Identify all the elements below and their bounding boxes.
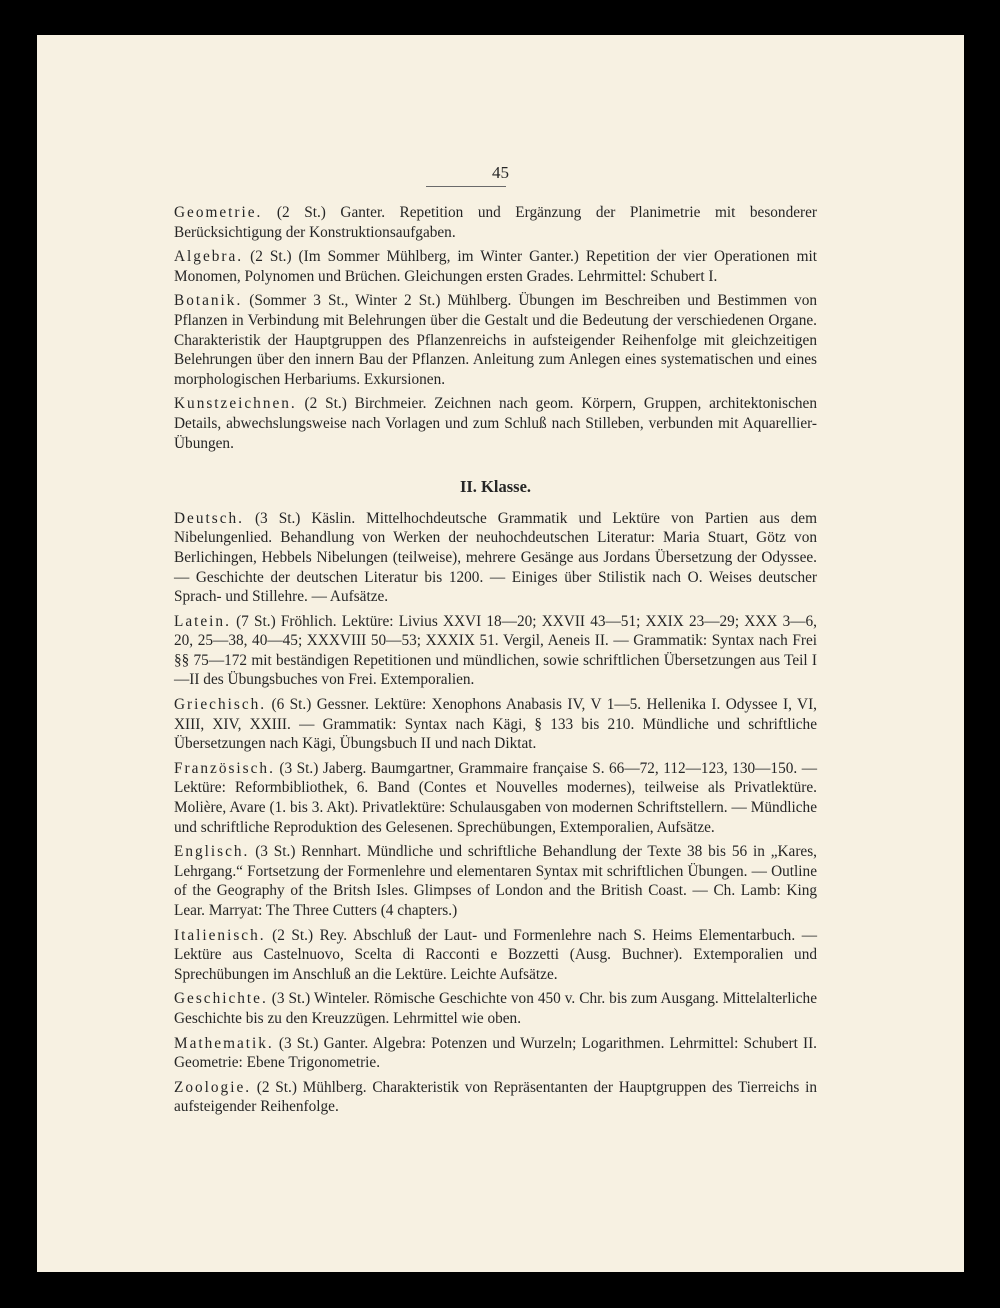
subject-name: Geometrie. [174, 204, 263, 221]
page-number: 45 [492, 163, 509, 182]
page-body [174, 203, 817, 1122]
subject-description: (3 St.) Rennhart. Mündliche und schriftliche Behandlung der Texte 38 bis 56 in „Kares, Lehrgang.“ Fortsetzung der Formenlehre und elementaren Syntax mit schriftlichen Übungen. — Outline of the Geography of the Britsh Isles. Glimpses of London and the British Coast. — Ch. Lamb: King Lear. Marryat: The Three Cutters (4 chapters.) [174, 843, 817, 919]
subject-name: Botanik. [174, 292, 243, 310]
subject-paragraph [174, 394, 817, 453]
subject-name: Algebra. [174, 248, 244, 266]
document-page [37, 35, 964, 1272]
subject-name: Mathematik. [174, 1034, 274, 1052]
section-heading: II. Klasse. [459, 477, 532, 497]
subject-description: (2 St.) Birchmeier. Zeichnen nach geom. Körpern, Gruppen, architektonischen Details, abwechslungsweise nach Vorlagen und zum Schluß nach Stilleben, verbunden mit Aquarellier-Übungen. [174, 395, 817, 452]
subject-name: Kunstzeichnen. [174, 395, 297, 413]
subject-description: (3 St.) Jaberg. Baumgartner, Grammaire française S. 66—72, 112—123, 130—150. — Lektüre: Reformbibliothek, 6. Band (Contes et Nouvelles modernes), teilweise als Privatlektüre. Molière, Avare (1. bis 3. Akt). Privatlektüre: Schulausgaben von modernen Schriftstellern. — Mündliche und schriftliche Reproduktion des Gelesenen. Sprechübungen, Extemporalien, Aufsätze. [174, 759, 817, 836]
subject-description: (7 St.) Fröhlich. Lektüre: Livius XXVI 18—20; XXVII 43—51; XXIX 23—29; XXX 3—6, 20, 25—38, 40—45; XXXVIII 50—53; XXXIX 51. Vergil, Aeneis II. — Grammatik: Syntax nach Frei §§ 75—172 mit beständigen Repetitionen und mündlichen, sowie schriftlichen Übersetzungen aus Teil I—II des Übungsbuches von Frei. Extemporalien. [174, 612, 817, 689]
subject-paragraph [174, 759, 817, 837]
subject-description: (2 St.) Mühlberg. Charakteristik von Repräsentanten der Hauptgruppen des Tierreichs in aufsteigender Reihenfolge. [174, 1078, 817, 1116]
subject-name: Geschichte. [174, 990, 268, 1008]
subject-description: (2 St.) Rey. Abschluß der Laut- und Formenlehre nach S. Heims Elementarbuch. — Lektüre aus Castelnuovo, Scelta di Racconti e Bozzetti (Ausg. Buchner). Extemporalien und Sprechübungen im Anschluß an die Lektüre. Leichte Aufsätze. [174, 926, 817, 983]
subject-paragraph [174, 612, 817, 690]
subject-name: Italienisch. [174, 926, 266, 944]
subject-description: (3 St.) Käslin. Mittelhochdeutsche Grammatik und Lektüre von Partien aus dem Nibelungenlied. Behandlung von Werken der neuhochdeutschen Literatur: Maria Stuart, Götz von Berlichingen, Hebbels Nibelungen (teilweise), mehrere Gesänge aus Jordans Übersetzung der Odyssee. — Geschichte der deutschen Literatur bis 1200. — Einiges über Stilistik nach O. Weises deutscher Sprach- und Stillehre. — Aufsätze. [174, 509, 817, 606]
subject-description: (3 St.) Ganter. Algebra: Potenzen und Wurzeln; Logarithmen. Lehrmittel: Schubert II. Geometrie: Ebene Trigonometrie. [174, 1034, 817, 1072]
section-klasse-i-continued [174, 203, 817, 453]
subject-paragraph [174, 926, 817, 985]
subject-description: (Sommer 3 St., Winter 2 St.) Mühlberg. Übungen im Beschreiben und Bestimmen von Pflanzen in Verbindung mit Belehrungen über die Gestalt und die Bedeutung der verschiedenen Organe. Charakteristik der Hauptgruppen des Pflanzenreichs in aufsteigender Reihenfolge mit gleichzeitigen Belehrungen über den innern Bau der Pflanzen. Anleitung zum Anlegen eines systematischen und eines morphologischen Herbariums. Exkursionen. [174, 292, 817, 388]
subject-description: (2 St.) Ganter. Repetition und Ergänzung der Planimetrie mit besonderer Berücksichtigung der Konstruktionsaufgaben. [174, 204, 817, 241]
subject-paragraph [174, 1078, 817, 1117]
subject-description: (2 St.) (Im Sommer Mühlberg, im Winter Ganter.) Repetition der vier Operationen mit Monomen, Polynomen und Brüchen. Gleichungen ersten Grades. Lehrmittel: Schubert I. [174, 248, 817, 285]
subject-name: Griechisch. [174, 696, 267, 714]
subject-name: Englisch. [174, 843, 250, 861]
subject-paragraph [174, 989, 817, 1028]
subject-name: Deutsch. [174, 509, 244, 527]
subject-paragraph [174, 203, 817, 242]
subject-description: (6 St.) Gessner. Lektüre: Xenophons Anabasis IV, V 1—5. Hellenika I. Odyssee I, VI, XIII, XIV, XXIII. — Grammatik: Syntax nach Kägi, § 133 bis 210. Mündliche und schriftliche Übersetzungen nach Kägi, Übungsbuch II und nach Diktat. [174, 696, 817, 753]
subject-paragraph [174, 842, 817, 920]
subject-paragraph [174, 695, 817, 754]
subject-paragraph [174, 509, 817, 607]
page-number-rule [426, 186, 506, 187]
subject-name: Zoologie. [174, 1078, 252, 1096]
subject-paragraph [174, 247, 817, 286]
subject-name: Latein. [174, 612, 231, 630]
subject-description: (3 St.) Winteler. Römische Geschichte von 450 v. Chr. bis zum Ausgang. Mittelalterliche Geschichte bis zu den Kreuzzügen. Lehrmittel wie oben. [174, 990, 817, 1027]
subject-paragraph [174, 1034, 817, 1073]
section-klasse-ii [174, 509, 817, 1117]
subject-name: Französisch. [174, 759, 275, 777]
subject-paragraph [174, 291, 817, 389]
